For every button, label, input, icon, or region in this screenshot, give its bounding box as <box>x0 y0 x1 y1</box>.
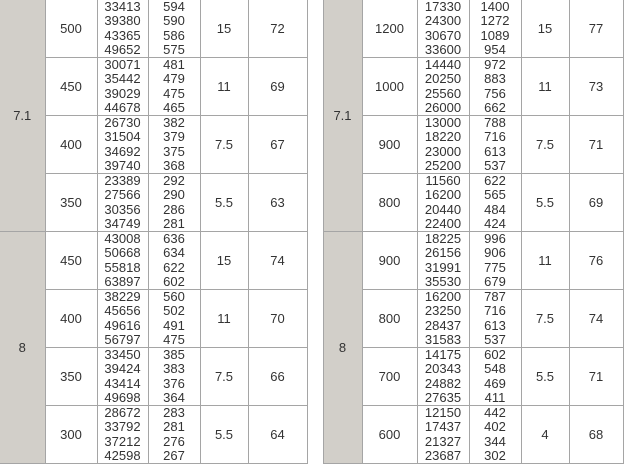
col2-line: 27635 <box>424 389 462 405</box>
col3-cell <box>469 232 521 290</box>
col2-line: 30071 <box>104 57 141 73</box>
col2-line: 28437 <box>424 317 462 333</box>
table-row <box>0 174 307 232</box>
col3-line: 756 <box>484 85 506 101</box>
col2-line: 50668 <box>104 245 141 261</box>
col2-line: 24882 <box>424 375 462 391</box>
col2-cell <box>97 174 148 232</box>
col3-line: 788 <box>484 115 506 131</box>
col3-cell <box>148 116 200 174</box>
col3-line: 424 <box>484 215 506 231</box>
col2-line: 56797 <box>104 331 141 347</box>
col4-cell: 5.5 <box>521 174 569 232</box>
col3-line: 613 <box>484 317 506 333</box>
col2-cell <box>417 406 469 464</box>
col5-cell: 74 <box>569 290 623 348</box>
col5-cell: 76 <box>569 232 623 290</box>
col3-line: 379 <box>163 129 185 145</box>
col2-line: 49652 <box>104 41 141 57</box>
ratio-cell: 8 <box>323 232 362 464</box>
col2-line: 43008 <box>104 231 141 247</box>
col3-line: 537 <box>484 157 506 173</box>
col2-line: 39740 <box>104 157 141 173</box>
data-table-left-body <box>0 0 307 464</box>
col2-cell <box>97 406 148 464</box>
col4-cell: 7.5 <box>200 116 248 174</box>
col2-line: 34692 <box>104 143 141 159</box>
col2-line: 38229 <box>104 289 141 305</box>
col4-cell: 5.5 <box>521 348 569 406</box>
col2-line: 34749 <box>104 215 141 231</box>
col5-cell: 77 <box>569 0 623 58</box>
data-table-left <box>0 0 308 464</box>
col2-line: 39424 <box>104 361 141 377</box>
col3-cell <box>148 174 200 232</box>
col2-line: 23000 <box>424 143 462 159</box>
col1-cell: 350 <box>45 174 97 232</box>
col1-cell: 900 <box>362 232 417 290</box>
col5-cell: 73 <box>569 58 623 116</box>
col3-cell <box>469 290 521 348</box>
col2-line: 44678 <box>104 99 141 115</box>
col3-line: 344 <box>484 433 506 449</box>
col2-line: 20343 <box>424 361 462 377</box>
table-row <box>323 406 623 464</box>
col5-cell: 74 <box>248 232 307 290</box>
col3-line: 484 <box>484 201 506 217</box>
col3-line: 1089 <box>480 27 510 43</box>
col2-line: 37212 <box>104 433 141 449</box>
col5-cell: 72 <box>248 0 307 58</box>
table-row <box>0 406 307 464</box>
col3-line: 1272 <box>480 13 510 29</box>
col5-cell: 68 <box>569 406 623 464</box>
col2-line: 16200 <box>424 289 462 305</box>
table-gap-spacer <box>308 0 323 468</box>
col4-cell: 11 <box>200 58 248 116</box>
col2-line: 30670 <box>424 27 462 43</box>
col2-line: 43414 <box>104 375 141 391</box>
col3-cell <box>148 406 200 464</box>
col3-line: 402 <box>484 419 506 435</box>
table-row <box>0 58 307 116</box>
col1-cell: 300 <box>45 406 97 464</box>
table-row <box>0 348 307 406</box>
col3-line: 375 <box>163 143 185 159</box>
col3-line: 906 <box>484 245 506 261</box>
table-row <box>323 174 623 232</box>
col2-cell <box>97 232 148 290</box>
col1-cell: 600 <box>362 406 417 464</box>
col4-cell: 7.5 <box>521 290 569 348</box>
col1-cell: 500 <box>45 0 97 58</box>
col3-line: 292 <box>163 173 185 189</box>
col1-cell: 800 <box>362 174 417 232</box>
col2-line: 25560 <box>424 85 462 101</box>
col2-line: 17437 <box>424 419 462 435</box>
col3-line: 602 <box>484 347 506 363</box>
col2-cell <box>97 290 148 348</box>
col2-line: 25200 <box>424 157 462 173</box>
data-table-right-body <box>323 0 623 464</box>
col3-cell <box>469 58 521 116</box>
col4-cell: 11 <box>521 58 569 116</box>
table-row <box>0 232 307 290</box>
col2-line: 23250 <box>424 303 462 319</box>
col3-line: 442 <box>484 405 506 421</box>
col3-line: 479 <box>163 71 185 87</box>
col3-line: 716 <box>484 129 506 145</box>
table-row <box>323 232 623 290</box>
ratio-cell: 8 <box>0 232 45 464</box>
col2-line: 26730 <box>104 115 141 131</box>
col3-line: 1400 <box>480 0 510 15</box>
col5-cell: 67 <box>248 116 307 174</box>
col2-line: 45656 <box>104 303 141 319</box>
col2-line: 14175 <box>424 347 462 363</box>
col1-cell: 400 <box>45 290 97 348</box>
col2-cell <box>417 232 469 290</box>
col2-line: 23687 <box>424 447 462 463</box>
col3-line: 586 <box>163 27 185 43</box>
col1-cell: 800 <box>362 290 417 348</box>
col3-line: 368 <box>163 157 185 173</box>
col2-line: 18220 <box>424 129 462 145</box>
col3-line: 276 <box>163 433 185 449</box>
col1-cell: 450 <box>45 232 97 290</box>
col2-cell <box>97 58 148 116</box>
col1-cell: 700 <box>362 348 417 406</box>
col3-cell <box>148 0 200 58</box>
col2-line: 11560 <box>425 173 461 189</box>
col3-line: 383 <box>163 361 185 377</box>
col2-cell <box>417 174 469 232</box>
col2-line: 49698 <box>104 389 141 405</box>
col2-cell <box>97 116 148 174</box>
col5-cell: 66 <box>248 348 307 406</box>
col3-line: 775 <box>484 259 506 275</box>
col3-line: 634 <box>163 245 185 261</box>
table-row <box>323 116 623 174</box>
col3-line: 565 <box>484 187 506 203</box>
col3-cell <box>469 406 521 464</box>
col2-line: 23389 <box>104 173 141 189</box>
col2-line: 39029 <box>104 85 141 101</box>
col5-cell: 70 <box>248 290 307 348</box>
col3-cell <box>469 116 521 174</box>
table-row <box>323 0 623 58</box>
col3-line: 636 <box>163 231 185 247</box>
col4-cell: 5.5 <box>200 174 248 232</box>
col4-cell: 15 <box>200 0 248 58</box>
col3-line: 590 <box>163 13 185 29</box>
col2-line: 42598 <box>104 447 141 463</box>
col3-line: 996 <box>484 231 506 247</box>
col3-line: 364 <box>163 389 185 405</box>
col4-cell: 11 <box>200 290 248 348</box>
col2-line: 14440 <box>424 57 462 73</box>
col3-line: 281 <box>163 215 185 231</box>
col2-cell <box>417 58 469 116</box>
col3-line: 469 <box>484 375 506 391</box>
col1-cell: 900 <box>362 116 417 174</box>
col3-line: 283 <box>163 405 185 421</box>
col3-line: 376 <box>163 375 185 391</box>
col3-line: 622 <box>484 173 506 189</box>
col2-cell <box>417 116 469 174</box>
col5-cell: 69 <box>569 174 623 232</box>
col2-line: 33413 <box>104 0 141 15</box>
col2-line: 26000 <box>424 99 462 115</box>
col2-line: 20250 <box>424 71 462 87</box>
col2-line: 21327 <box>424 433 462 449</box>
col4-cell: 7.5 <box>200 348 248 406</box>
ratio-cell: 7.1 <box>323 0 362 232</box>
col2-line: 18225 <box>424 231 462 247</box>
col3-line: 972 <box>484 57 506 73</box>
col2-line: 31583 <box>424 331 462 347</box>
col4-cell: 5.5 <box>200 406 248 464</box>
ratio-cell: 7.1 <box>0 0 45 232</box>
col2-cell <box>417 348 469 406</box>
col3-cell <box>469 174 521 232</box>
col2-line: 43365 <box>104 27 141 43</box>
col4-cell: 7.5 <box>521 116 569 174</box>
col2-line: 63897 <box>104 273 141 289</box>
col2-cell <box>417 290 469 348</box>
col5-cell: 69 <box>248 58 307 116</box>
col3-line: 475 <box>163 331 185 347</box>
col2-line: 55818 <box>104 259 141 275</box>
table-row <box>0 0 307 58</box>
col2-line: 31991 <box>424 259 462 275</box>
col3-line: 716 <box>484 303 506 319</box>
col3-line: 491 <box>163 317 185 333</box>
col2-line: 33792 <box>104 419 141 435</box>
col5-cell: 71 <box>569 116 623 174</box>
data-table-right <box>323 0 624 464</box>
col3-line: 382 <box>163 115 185 131</box>
col3-line: 475 <box>163 85 185 101</box>
col3-cell <box>148 58 200 116</box>
col2-line: 12150 <box>424 405 462 421</box>
col2-cell <box>97 0 148 58</box>
col3-line: 954 <box>484 41 506 57</box>
table-row <box>0 290 307 348</box>
col2-line: 33600 <box>424 41 462 57</box>
col3-line: 537 <box>484 331 506 347</box>
col2-line: 39380 <box>104 13 141 29</box>
col3-cell <box>469 0 521 58</box>
col5-cell: 64 <box>248 406 307 464</box>
col2-line: 35530 <box>424 273 462 289</box>
col3-line: 290 <box>163 187 185 203</box>
col3-cell <box>148 290 200 348</box>
col3-line: 302 <box>484 447 506 463</box>
col1-cell: 350 <box>45 348 97 406</box>
col1-cell: 1000 <box>362 58 417 116</box>
col3-line: 787 <box>484 289 506 305</box>
col2-line: 49616 <box>104 317 141 333</box>
col1-cell: 450 <box>45 58 97 116</box>
table-row <box>323 58 623 116</box>
col2-cell <box>417 0 469 58</box>
table-row <box>0 116 307 174</box>
col2-line: 31504 <box>104 129 141 145</box>
col3-line: 385 <box>163 347 185 363</box>
col3-line: 465 <box>163 99 185 115</box>
col2-line: 22400 <box>424 215 462 231</box>
col2-line: 33450 <box>104 347 141 363</box>
col3-line: 548 <box>484 361 506 377</box>
col3-cell <box>148 232 200 290</box>
col3-line: 594 <box>163 0 185 15</box>
col1-cell: 1200 <box>362 0 417 58</box>
col3-line: 481 <box>163 57 185 73</box>
col2-line: 24300 <box>424 13 462 29</box>
col2-line: 13000 <box>424 115 462 131</box>
col3-line: 613 <box>484 143 506 159</box>
col2-cell <box>97 348 148 406</box>
col3-line: 679 <box>484 273 506 289</box>
col3-line: 286 <box>163 201 185 217</box>
table-row <box>323 290 623 348</box>
col2-line: 27566 <box>104 187 141 203</box>
table-row <box>323 348 623 406</box>
col5-cell: 71 <box>569 348 623 406</box>
col1-cell: 400 <box>45 116 97 174</box>
col3-line: 411 <box>484 389 506 405</box>
col3-line: 602 <box>163 273 185 289</box>
col3-line: 662 <box>484 99 506 115</box>
col4-cell: 15 <box>521 0 569 58</box>
col3-line: 575 <box>163 41 185 57</box>
col5-cell: 63 <box>248 174 307 232</box>
col2-line: 35442 <box>104 71 141 87</box>
col4-cell: 15 <box>200 232 248 290</box>
col2-line: 16200 <box>424 187 462 203</box>
col2-line: 17330 <box>424 0 462 15</box>
col2-line: 26156 <box>424 245 462 261</box>
col4-cell: 4 <box>521 406 569 464</box>
col3-line: 502 <box>163 303 185 319</box>
col2-line: 28672 <box>104 405 141 421</box>
col2-line: 30356 <box>104 201 141 217</box>
col2-line: 20440 <box>424 201 462 217</box>
col3-line: 622 <box>163 259 185 275</box>
col4-cell: 11 <box>521 232 569 290</box>
col3-cell <box>148 348 200 406</box>
col3-line: 281 <box>163 419 185 435</box>
col3-cell <box>469 348 521 406</box>
col3-line: 560 <box>163 289 185 305</box>
col3-line: 883 <box>484 71 506 87</box>
col3-line: 267 <box>163 447 185 463</box>
